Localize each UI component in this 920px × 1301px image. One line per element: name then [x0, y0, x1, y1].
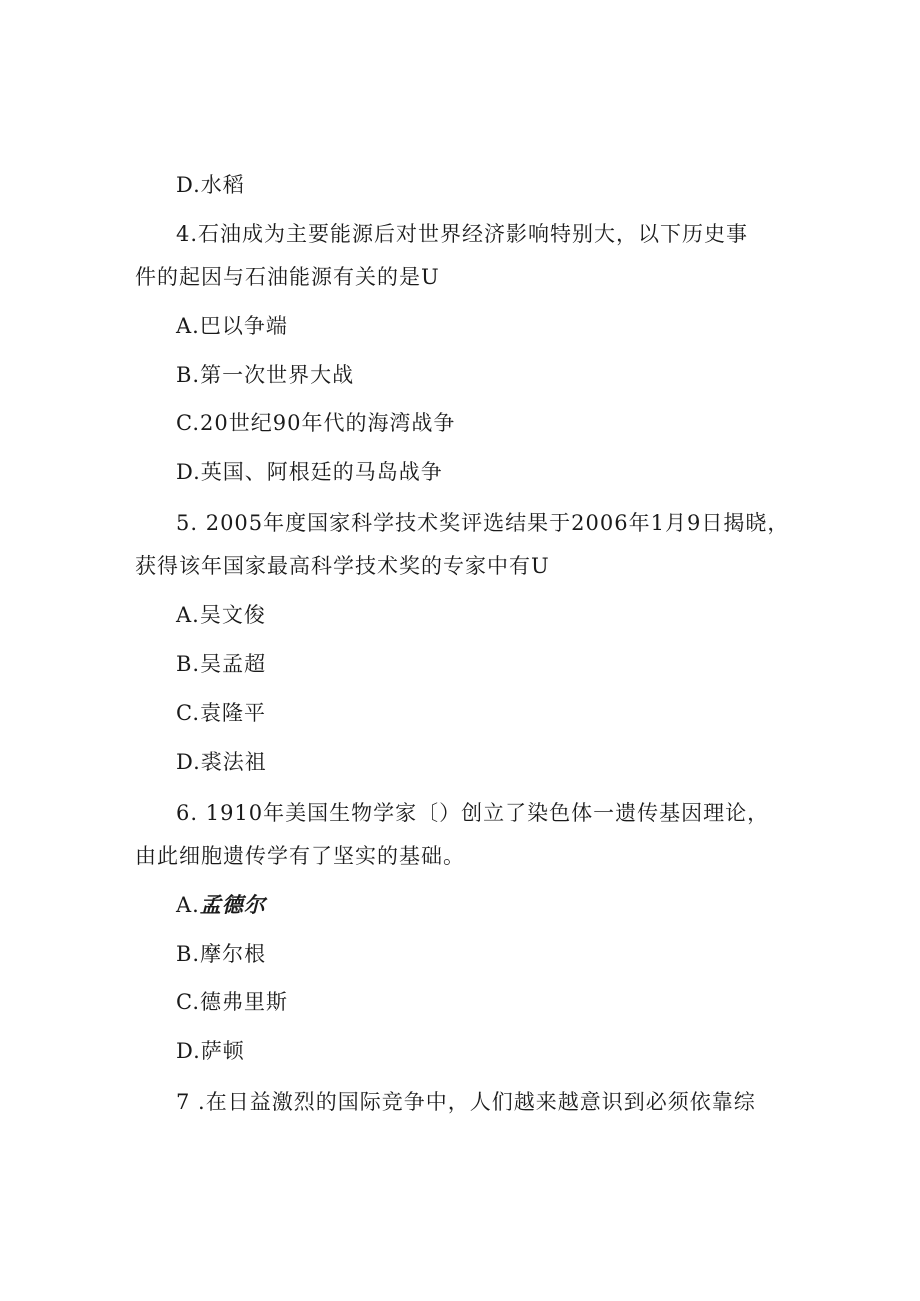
q4-option-b: B.第一次世界大战 [176, 363, 355, 387]
q6-option-a [176, 890, 266, 920]
q5-option-d: D.裘法祖 [176, 750, 267, 774]
q5-option-c: C.袁隆平 [176, 701, 266, 725]
q4-option-d: D.英国、阿根廷的马岛战争 [176, 460, 443, 484]
q5-stem-line1: 5. 2005年度国家科学技术奖评选结果于2006年1月9日揭晓， [176, 511, 790, 535]
q6-stem-line2: 由此细胞遗传学有了坚实的基础。 [135, 844, 465, 868]
q5-option-b: B.吴孟超 [176, 652, 267, 676]
q3-option-d: D.水稻 [176, 173, 245, 197]
q6-option-a-text: 孟德尔 [199, 892, 266, 917]
q7-stem-line1: 7 .在日益激烈的国际竞争中，人们越来越意识到必须依靠综 [176, 1090, 756, 1114]
q4-stem-line2: 件的起因与石油能源有关的是U [135, 265, 440, 289]
q6-option-c: C.德弗里斯 [176, 990, 288, 1014]
q6-option-b: B.摩尔根 [176, 942, 267, 966]
q4-option-a: A.巴以争端 [176, 314, 288, 338]
q5-stem-line2: 获得该年国家最高科学技术奖的专家中有U [135, 554, 550, 578]
q6-option-a-prefix: A. [176, 893, 200, 917]
q4-stem-line1: 4.石油成为主要能源后对世界经济影响特别大，以下历史事 [176, 222, 749, 246]
q5-option-a: A.吴文俊 [176, 603, 266, 627]
q4-option-c: C.20世纪90年代的海湾战争 [176, 411, 456, 435]
q6-option-d: D.萨顿 [176, 1039, 245, 1063]
q6-stem-line1: 6. 1910年美国生物学家〔）创立了染色体一遗传基因理论， [176, 801, 770, 825]
